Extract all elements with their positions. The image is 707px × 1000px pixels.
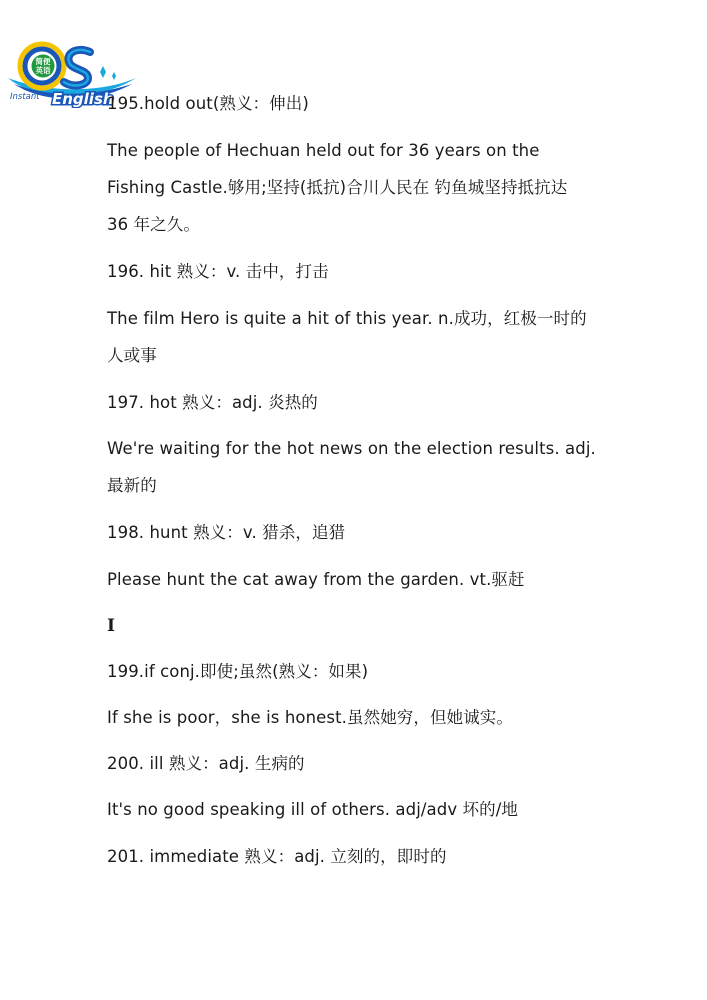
entry-201-heading: 201. immediate 熟义：adj. 立刻的，即时的 xyxy=(107,847,447,866)
entry-197-example-line1: We're waiting for the hot news on the election results. adj. xyxy=(107,439,596,458)
entry-199-heading: 199.if conj.即使;虽然(熟义：如果) xyxy=(107,662,369,681)
logo-badge-top: 简便 xyxy=(35,57,51,66)
entry-199-example: If she is poor，she is honest.虽然她穷，但她诚实。 xyxy=(107,708,513,727)
entry-196-example-line2: 人或事 xyxy=(107,346,157,365)
logo-word-instant: Instant xyxy=(10,92,40,102)
entry-195-example-line2: Fishing Castle.够用;坚持(抵抗)合川人民在 钓鱼城坚持抵抗达 xyxy=(107,178,568,197)
entry-197-heading: 197. hot 熟义：adj. 炎热的 xyxy=(107,393,318,412)
entry-195-example-line3: 36 年之久。 xyxy=(107,215,200,234)
entry-197-example-line2: 最新的 xyxy=(107,476,157,495)
section-letter-i: I xyxy=(107,616,115,636)
entry-195-example-line1: The people of Hechuan held out for 36 years on the xyxy=(107,141,540,160)
entry-196-example-line1: The film Hero is quite a hit of this year. n.成功，红极一时的 xyxy=(107,309,587,328)
entry-200-example: It's no good speaking ill of others. adj/adv 坏的/地 xyxy=(107,800,519,819)
entry-200-heading: 200. ill 熟义：adj. 生病的 xyxy=(107,754,305,773)
logo-badge-bottom: 英语 xyxy=(35,66,51,75)
entry-198-example: Please hunt the cat away from the garden. vt.驱赶 xyxy=(107,570,525,589)
entry-195-heading: 195.hold out(熟义：伸出) xyxy=(107,94,309,113)
logo-word-english: English xyxy=(52,90,114,108)
entry-198-heading: 198. hunt 熟义：v. 猎杀，追猎 xyxy=(107,523,346,542)
entry-196-heading: 196. hit 熟义：v. 击中，打击 xyxy=(107,262,329,281)
